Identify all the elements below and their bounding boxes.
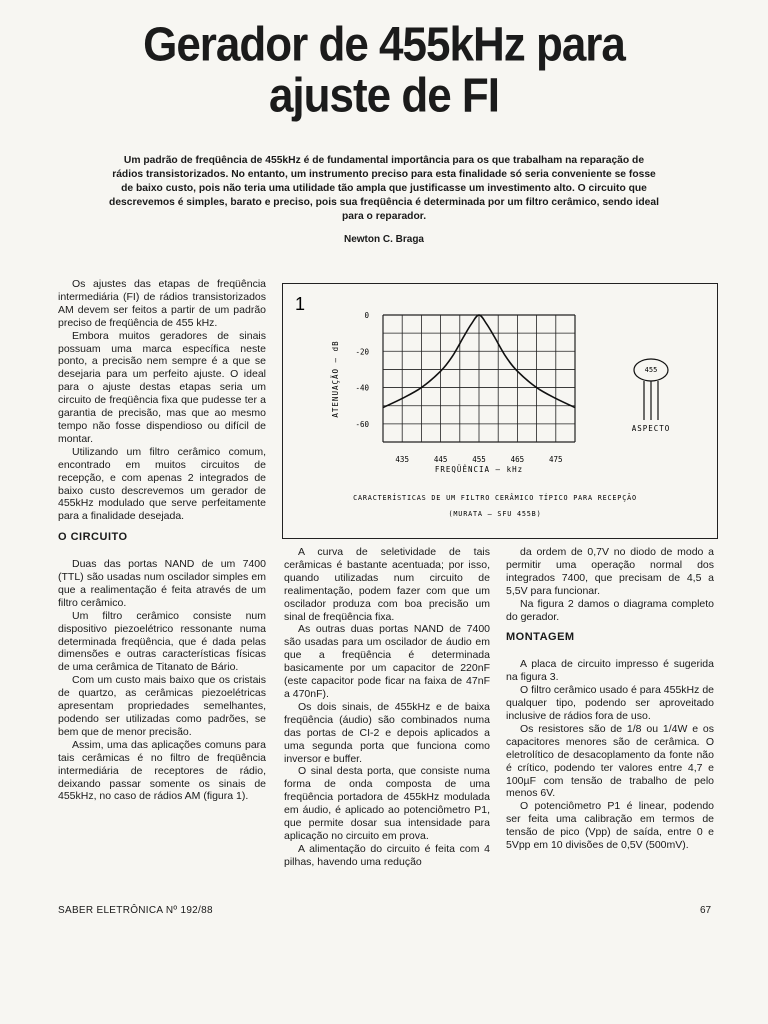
paragraph: O potenciômetro P1 é linear, podendo ser feita uma calibração em termos de tensão de pico (Vpp) de saída, entre 0 e 5Vpp em 10 divisões de 0,5V (500mV). bbox=[506, 800, 714, 852]
article-title bbox=[60, 17, 708, 123]
paragraph: O filtro cerâmico usado é para 455kHz de qualquer tipo, podendo ser aproveitado inclusive de rádios fora de uso. bbox=[506, 684, 714, 722]
paragraph: da ordem de 0,7V no diodo de modo a permitir uma operação normal dos integrados 7400, que precisam de 4,5 a 5,5V para funcionar. bbox=[506, 546, 714, 597]
paragraph: Com um custo mais baixo que os cristais de quartzo, as cerâmicas piezoelétricas apresentam propriedades semelhantes, podendo ser utilizadas como padrões, se bem que de menor precisão. bbox=[58, 674, 266, 738]
paragraph: Embora muitos geradores de sinais possuam uma marca específica neste ponto, a precisão nem sempre é a que se desejaria para um perfeito ajuste. O ideal para o ajuste destas etapas seria um circuito de freqüência fixa que pudesse ter a garantia de precisão, mas que ao mesmo tempo não fosse dispendioso ou difícil de montar. bbox=[58, 329, 266, 445]
paragraph: A alimentação do circuito é feita com 4 pilhas, havendo uma redução bbox=[284, 842, 490, 868]
ceramic-filter-icon bbox=[634, 359, 668, 420]
paragraph: Os dois sinais, de 455kHz e de baixa freqüência (áudio) são combinados numa das portas de CI-2 e depois aplicados a uma segunda porta que funciona como inversor e buffer. bbox=[284, 700, 490, 765]
component-marking: 455 bbox=[644, 366, 658, 374]
figure-1-drawing bbox=[283, 284, 717, 538]
paragraph: Duas das portas NAND de um 7400 (TTL) são usadas num oscilador simples em que a realimentação é feita através de um filtro cerâmico. bbox=[58, 558, 266, 609]
section-heading-circuito: O CIRCUITO bbox=[58, 531, 128, 544]
page-number: 67 bbox=[700, 905, 712, 916]
lead-paragraph: Um padrão de freqüência de 455kHz é de fundamental importância para os que trabalham na reparação de rádios transistorizados. No entanto, um instrumento preciso para esta finalidade só seria conveniente se fosse de baixo custo, pois não teria uma utilidade tão ampla que justificasse um investimento alto. O circuito que descrevemos é simples, barato e preciso, pois sua freqüência é determinada por um filtro cerâmico, sendo ideal para o reparador. bbox=[109, 155, 659, 222]
paragraph: Na figura 2 damos o diagrama completo do gerador. bbox=[506, 597, 714, 623]
x-axis-ticks bbox=[395, 455, 562, 464]
x-tick-label: 435 bbox=[395, 455, 409, 464]
title-line-1: Gerador de 455kHz para bbox=[143, 17, 625, 72]
component-caption: ASPECTO bbox=[631, 424, 671, 433]
paragraph: A curva de seletividade de tais cerâmicas é bastante acentuada; por isso, quando utilizadas num circuito de realimentação, podem fazer com que um oscilador produza com boa precisão um sinal de freqüência fixa. bbox=[284, 546, 490, 623]
column-3 bbox=[506, 546, 714, 852]
y-tick-label: -20 bbox=[355, 347, 369, 357]
chart-grid bbox=[383, 315, 575, 442]
paragraph: Assim, uma das aplicações comuns para tais cerâmicas é no filtro de freqüência intermediária de receptores de rádio, deixando passar somente os sinais de 455kHz, no caso de rádios AM (figura 1). bbox=[58, 738, 266, 803]
y-axis-label: ATENUAÇÃO — dB bbox=[331, 340, 340, 418]
paragraph: Um filtro cerâmico consiste num dispositivo piezoelétrico ressonante numa determinada freqüência, que é dada pelas dimensões e outras características físicas de uma cerâmica de Titanato de Bário. bbox=[58, 609, 266, 674]
paragraph: As outras duas portas NAND de 7400 são usadas para um oscilador de áudio em que a freqüência é determinada basicamente por um capacitor de 220nF (este capacitor pode ficar na faixa de 47nF a 470nF). bbox=[284, 623, 490, 700]
paragraph: Os resistores são de 1/8 ou 1/4W e os capacitores menores são de cerâmica. O eletrolítico de desacoplamento da fonte não é crítico, podendo ter valores entre 4,7 e 100µF com tensão de trabalho de pelo menos 6V. bbox=[506, 722, 714, 800]
paragraph: O sinal desta porta, que consiste numa forma de onda composta de uma freqüência portadora de 455kHz modulada em áudio, é aplicado ao potenciômetro P1, que permite dosar sua intensidade para aplicação no circuito em prova. bbox=[284, 765, 490, 842]
y-tick-label: 0 bbox=[364, 311, 369, 320]
paragraph: Utilizando um filtro cerâmico comum, encontrado em muitos circuitos de recepção, e com apenas 2 integrados de baixo custo descrevemos um gerador de 455kHz modulado que serve perfeitamente para a finalidade desejada. bbox=[58, 445, 266, 523]
x-tick-label: 475 bbox=[549, 455, 563, 464]
y-tick-label: -60 bbox=[355, 419, 369, 429]
x-axis-label: FREQÜÊNCIA — kHz bbox=[434, 465, 524, 474]
section-heading-montagem: MONTAGEM bbox=[506, 631, 575, 644]
figure-1 bbox=[282, 283, 718, 539]
figure-caption-line-1: CARACTERÍSTICAS DE UM FILTRO CERÂMICO TÍPICO PARA RECEPÇÃO bbox=[353, 494, 637, 502]
x-tick-label: 445 bbox=[433, 455, 448, 464]
y-axis-ticks bbox=[355, 311, 369, 429]
paragraph: Os ajustes das etapas de freqüência intermediária (FI) de rádios transistorizados AM devem ser feitos a partir de um padrão preciso de freqüência de 455 kHz. bbox=[58, 278, 266, 329]
footer-magazine: SABER ELETRÔNICA Nº 192/88 bbox=[58, 905, 213, 916]
x-tick-label: 465 bbox=[510, 455, 525, 464]
column-2 bbox=[284, 546, 490, 869]
title-line-2: ajuste de FI bbox=[268, 68, 500, 123]
x-tick-label: 455 bbox=[472, 455, 486, 464]
figure-caption-line-2: (MURATA — SFU 455B) bbox=[448, 510, 542, 518]
figure-number: 1 bbox=[295, 294, 306, 314]
paragraph: A placa de circuito impresso é sugerida na figura 3. bbox=[506, 658, 714, 684]
column-1 bbox=[58, 278, 266, 803]
author-name: Newton C. Braga bbox=[343, 234, 424, 245]
y-tick-label: -40 bbox=[355, 383, 369, 393]
